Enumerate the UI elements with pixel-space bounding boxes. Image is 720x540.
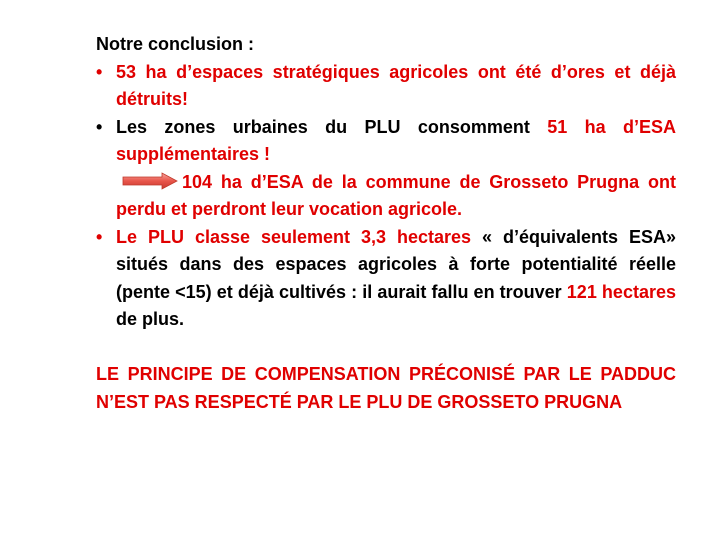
bullet-dot: • <box>96 226 103 247</box>
bullet-item <box>96 114 676 169</box>
bullet-dot: • <box>96 116 103 137</box>
bullet-emphasis: 121 hectares <box>566 281 676 302</box>
bullet-emphasis: 51 ha d’ESA supplémentaires ! <box>116 116 676 164</box>
bullet-item <box>96 59 676 114</box>
bullet-text: Les zones urbaines du PLU consomment <box>116 116 548 137</box>
bullet-dot: • <box>96 61 103 82</box>
bullet-text: « d’équivalents ESA» situés dans des espaces agricoles à forte potentialité réelle (pente <15) et déjà cultivés : il aurait fallu en trouver <box>116 226 676 302</box>
slide-content <box>96 31 676 416</box>
spacer <box>96 334 676 362</box>
bullet-text: de plus. <box>116 309 185 329</box>
conclusion-statement: LE PRINCIPE DE COMPENSATION PRÉCONISÉ PAR LE PADDUC N’EST PAS RESPECTÉ PAR LE PLU DE GROSSETO PRUGNA <box>96 364 676 412</box>
heading: Notre conclusion : <box>96 34 255 54</box>
arrow-statement <box>96 169 676 224</box>
bullet-emphasis: Le PLU classe seulement 3,3 hectares <box>116 226 472 247</box>
right-arrow-icon <box>122 172 178 190</box>
arrow-statement-text: 104 ha d’ESA de la commune de Grosseto Prugna ont perdu et perdront leur vocation agricole. <box>116 171 676 219</box>
bullet-item <box>96 224 676 334</box>
bullet-text: 53 ha d’espaces stratégiques agricoles ont été d’ores et déjà détruits! <box>116 61 676 109</box>
